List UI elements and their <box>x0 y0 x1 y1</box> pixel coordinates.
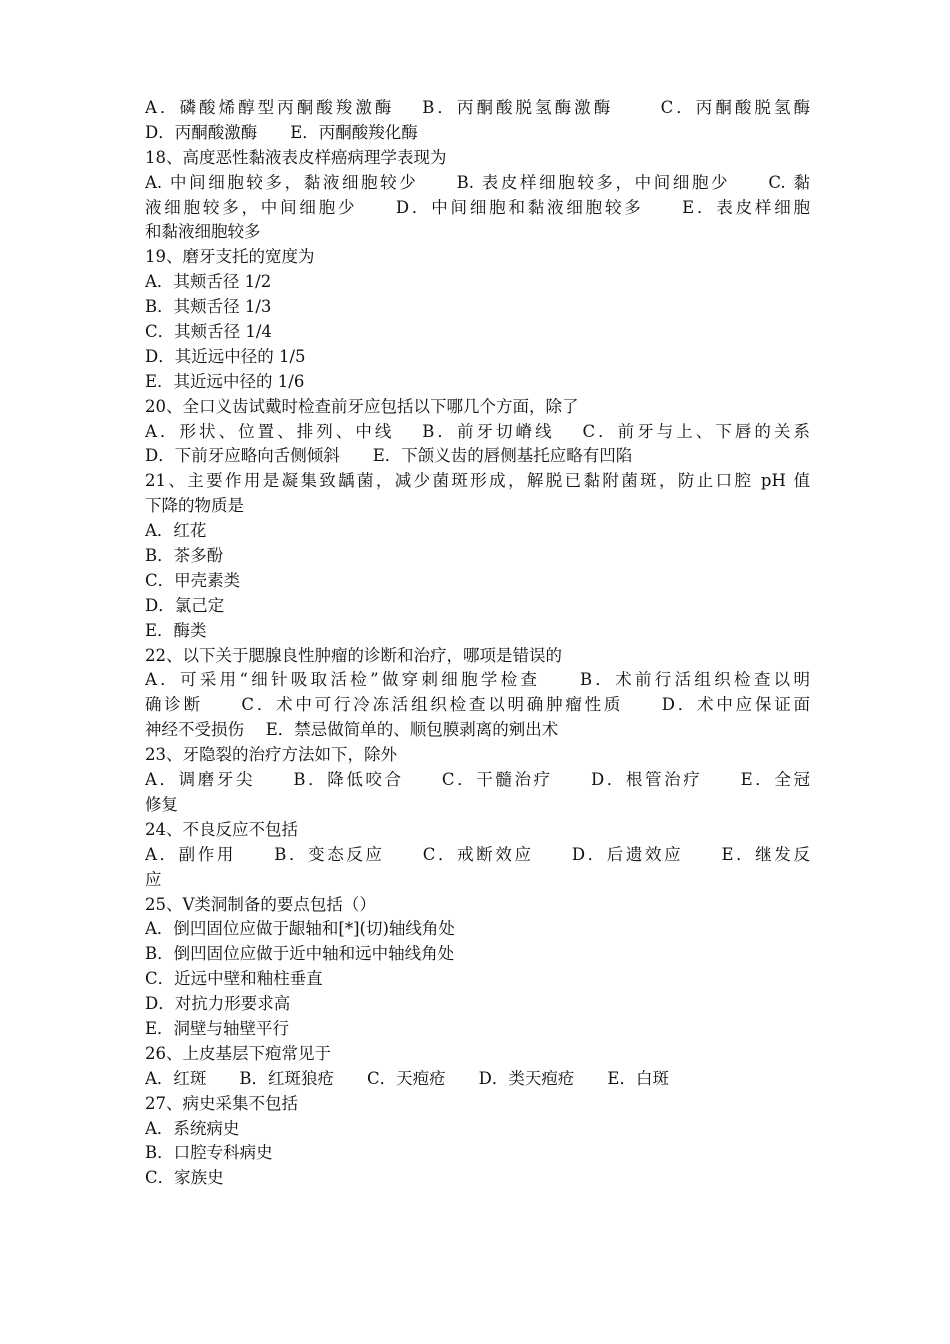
text-line: A．红斑 B．红斑狼疮 C．天疱疮 D．类天疱疮 E．白斑 <box>145 1068 669 1088</box>
option-line: D．对抗力形要求高 <box>145 994 291 1014</box>
text-line: 应 <box>145 869 162 889</box>
text-line: A．调磨牙尖 B．降低咬合 C．干髓治疗 D．根管治疗 E．全冠 <box>145 770 810 790</box>
option-line: E．其近远中径的 1/6 <box>145 371 305 391</box>
question-heading: 26、上皮基层下疱常见于 <box>145 1043 331 1063</box>
option-line: A．其颊舌径 1/2 <box>145 272 272 292</box>
question-heading: 21、主要作用是凝集致龋菌，减少菌斑形成，解脱已黏附菌斑，防止口腔 pH 值 <box>145 471 810 491</box>
option-line: E．酶类 <box>145 620 207 640</box>
option-line: C．近远中壁和釉柱垂直 <box>145 969 323 989</box>
option-line: B．其颊舌径 1/3 <box>145 297 272 317</box>
option-line: D．其近远中径的 1/5 <box>145 346 306 366</box>
document-body <box>145 96 810 1191</box>
option-line: E．洞壁与轴壁平行 <box>145 1018 290 1038</box>
text-line: 修复 <box>145 794 178 814</box>
text-line: A．磷酸烯醇型丙酮酸羧激酶 B．丙酮酸脱氢酶激酶 C．丙酮酸脱氢酶 <box>145 98 810 117</box>
option-line: A．红花 <box>145 521 207 541</box>
option-line: C．家族史 <box>145 1168 224 1188</box>
option-line: B．口腔专科病史 <box>145 1143 273 1163</box>
question-heading: 27、病史采集不包括 <box>145 1093 298 1113</box>
question-heading: 18、高度恶性黏液表皮样癌病理学表现为 <box>145 147 447 167</box>
text-line: 液细胞较多，中间细胞少 D．中间细胞和黏液细胞较多 E．表皮样细胞 <box>145 197 810 217</box>
text-line: A．形状、位置、排列、中线 B．前牙切嵴线 C．前牙与上、下唇的关系 <box>145 421 810 441</box>
question-heading: 下降的物质是 <box>145 496 244 516</box>
option-line: C．甲壳素类 <box>145 570 241 590</box>
text-line: 确诊断 C．术中可行冷冻活组织检查以明确肿瘤性质 D．术中应保证面 <box>145 695 810 715</box>
text-line: 神经不受损伤 E．禁忌做简单的、顺包膜剥离的剜出术 <box>145 720 559 740</box>
option-line: A．倒凹固位应做于龈轴和[*](切)轴线角处 <box>145 919 455 939</box>
option-line: B．茶多酚 <box>145 546 224 566</box>
text-line: A. 中间细胞较多，黏液细胞较少 B. 表皮样细胞较多，中间细胞少 C. 黏 <box>145 172 810 192</box>
option-line: A．系统病史 <box>145 1118 240 1138</box>
text-line: D．下前牙应略向舌侧倾斜 E．下颌义齿的唇侧基托应略有凹陷 <box>145 446 633 466</box>
text-line: D．丙酮酸激酶 E．丙酮酸羧化酶 <box>145 122 418 142</box>
question-heading: 20、全口义齿试戴时检查前牙应包括以下哪几个方面，除了 <box>145 396 579 416</box>
text-line: A．可采用“细针吸取活检”做穿刺细胞学检查 B．术前行活组织检查以明 <box>145 670 810 690</box>
question-heading: 22、以下关于腮腺良性肿瘤的诊断和治疗，哪项是错误的 <box>145 645 562 665</box>
option-line: B．倒凹固位应做于近中轴和远中轴线角处 <box>145 944 455 964</box>
text-line: 和黏液细胞较多 <box>145 222 261 242</box>
text-line: A．副作用 B．变态反应 C．戒断效应 D．后遗效应 E．继发反 <box>145 844 810 864</box>
question-heading: 19、磨牙支托的宽度为 <box>145 247 315 267</box>
question-heading: 23、牙隐裂的治疗方法如下，除外 <box>145 745 397 765</box>
question-heading: 25、Ⅴ类洞制备的要点包括（） <box>145 894 376 914</box>
option-line: D．氯己定 <box>145 595 225 615</box>
option-line: C．其颊舌径 1/4 <box>145 322 272 342</box>
question-heading: 24、不良反应不包括 <box>145 819 298 839</box>
